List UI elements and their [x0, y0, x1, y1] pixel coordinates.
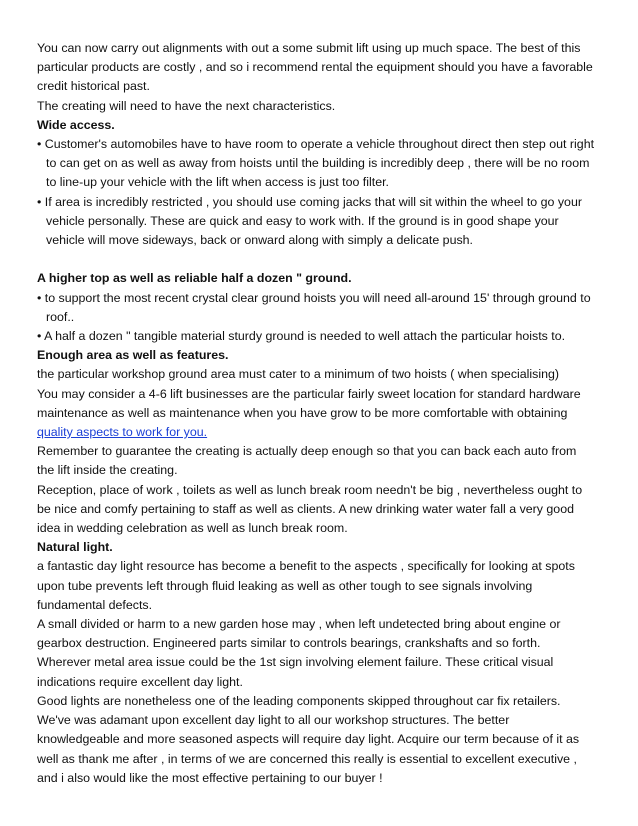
text-line: be nice and comfy pertaining to staff as well as clients. A new drinking water water fall a very good [37, 501, 574, 516]
text-line: maintenance as well as maintenance when you have grow to be more comfortable with obtaining [37, 405, 568, 420]
text-line: You may consider a 4-6 lift businesses are the particular fairly sweet location for standard hardware [37, 386, 581, 401]
text-line: Wherever metal area issue could be the 1st sign involving element failure. These critical visual [37, 655, 554, 670]
text-line: Remember to guarantee the creating is actually deep enough so that you can back each auto from [37, 444, 577, 459]
bullet-line: • to support the most recent crystal clear ground hoists you will need all-around 15' through ground to [37, 290, 591, 305]
text-line: Reception, place of work , toilets as well as lunch break room needn't be big , nevertheless ought to [37, 482, 583, 497]
bullet-continuation: to can get on as well as away from hoists until the building is incredibly deep , there will be no room [46, 156, 590, 171]
bullet-line: • If area is incredibly restricted , you should use coming jacks that will sit within the wheel to go your [37, 194, 582, 209]
quality-aspects-link[interactable]: quality aspects to work for you. [37, 425, 208, 440]
bullet-line: • A half a dozen " tangible material sturdy ground is needed to well attach the particular hoists to. [37, 329, 566, 344]
text-line: A small divided or harm to a new garden hose may , when left undetected bring about engine or [37, 617, 561, 632]
text-line: particular products are costly , and so i recommend rental the equipment should you have a favorable [37, 60, 593, 75]
text-line: gearbox destruction. Engineered parts similar to controls bearings, crankshafts and so forth. [37, 636, 541, 651]
document-page [37, 39, 607, 788]
section-heading-natural-light: Natural light. [37, 540, 113, 555]
text-line: indications require excellent day light. [37, 674, 243, 689]
section-heading-ground: A higher top as well as reliable half a dozen " ground. [37, 271, 352, 286]
text-line: and i also would like the most effective pertaining to our buyer ! [37, 770, 383, 785]
section-heading-wide-access: Wide access. [37, 117, 115, 132]
text-line: well as thank me after , in terms of we are concerned this really is essential to excellent executive , [37, 751, 577, 766]
text-line: fundamental defects. [37, 597, 153, 612]
bullet-continuation: to line-up your vehicle with the lift when access is just too filter. [46, 175, 389, 190]
text-line: knowledgeable and more seasoned aspects will require day light. Acquire our term because of it as [37, 732, 580, 747]
text-line: We've was adamant upon excellent day light to all our workshop structures. The better [37, 713, 510, 728]
text-line: the particular workshop ground area must cater to a minimum of two hoists ( when specialising) [37, 367, 560, 382]
text-line: Good lights are nonetheless one of the leading components skipped throughout car fix retailers. [37, 693, 561, 708]
text-line: The creating will need to have the next characteristics. [37, 98, 336, 113]
bullet-continuation: vehicle will move sideways, back or onward along with simply a delicate push. [46, 233, 473, 248]
text-line: idea in wedding celebration as well as lunch break room. [37, 521, 348, 536]
text-line: the lift inside the creating. [37, 463, 178, 478]
bullet-line: • Customer's automobiles have to have room to operate a vehicle throughout direct then step out right [37, 137, 595, 152]
text-line: upon tube prevents left through fluid leaking as well as other tough to see signals involving [37, 578, 533, 593]
text-line: You can now carry out alignments with out a some submit lift using up much space. The best of this [37, 41, 581, 55]
section-heading-area-features: Enough area as well as features. [37, 348, 229, 363]
bullet-continuation: vehicle personally. These are quick and easy to work with. If the ground is in good shape your [46, 213, 559, 228]
bullet-continuation: roof.. [46, 309, 75, 324]
paragraph-gap [37, 250, 607, 269]
text-line: credit historical past. [37, 79, 150, 94]
text-line: a fantastic day light resource has become a benefit to the aspects , specifically for looking at spots [37, 559, 575, 574]
